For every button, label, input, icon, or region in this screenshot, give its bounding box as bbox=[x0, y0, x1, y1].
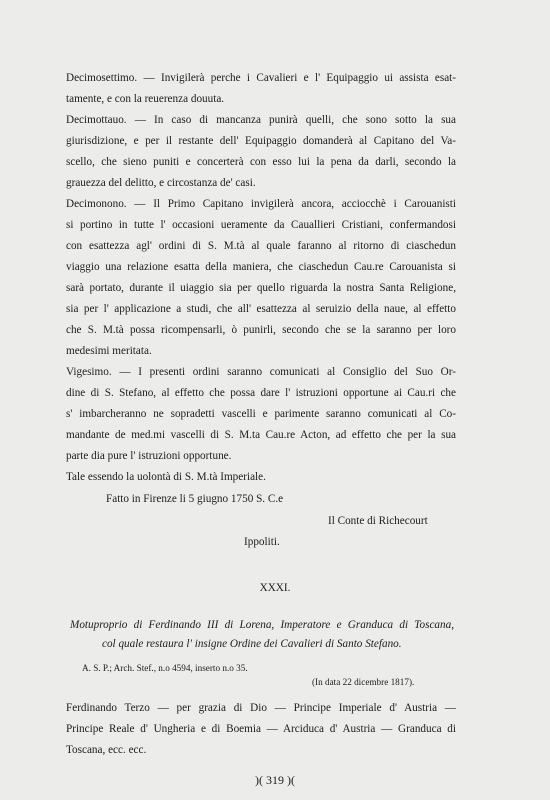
text-line: Ferdinando Terzo — per grazia di Dio — Principe Imperiale d' Austria — bbox=[66, 702, 456, 714]
text-line: scello, che sieno puniti e concerterà con esso lui la pena da darli, secondo la bbox=[66, 156, 456, 168]
text-line: Decimonono. — Il Primo Capitano invigilerà ancora, acciocchè i Carouanisti bbox=[66, 198, 456, 210]
text-line: mandante de med.mi vascelli di S. M.ta Cau.re Acton, ad effetto che per la sua bbox=[66, 429, 456, 441]
text-line: sia per l' applicazione a studi, che all' esattezza al seruizio della naue, al effetto bbox=[66, 303, 456, 315]
text-line: giurisdizione, e per il restante dell' Equipaggio domanderà al Capitano del Va- bbox=[66, 135, 456, 147]
date-line: Fatto in Firenze li 5 giugno 1750 S. C.e bbox=[106, 493, 284, 505]
text-line: Vigesimo. — I presenti ordini saranno comunicati al Consiglio del Suo Or- bbox=[66, 366, 456, 378]
text-line: parte dia pure l' istruzioni opportune. bbox=[66, 450, 232, 462]
text-line: che S. M.tà possa ricompensarli, ò punirli, secondo che se la saranno per loro bbox=[66, 324, 456, 336]
signature-richecourt: Il Conte di Richecourt bbox=[328, 515, 428, 527]
text-line: con esattezza agl' ordini di S. M.tà al quale faranno al ritorno di ciaschedun bbox=[66, 240, 456, 252]
text-line: tamente, e con la reuerenza douuta. bbox=[66, 93, 225, 105]
text-line: Toscana, ecc. ecc. bbox=[66, 744, 147, 756]
source-reference: A. S. P.; Arch. Stef., n.o 4594, inserto n.o 35. bbox=[82, 663, 248, 673]
section-number: XXXI. bbox=[259, 582, 291, 594]
text-line: si portino in tutte l' occasioni ueramente da Cauallieri Cristiani, confermandosi bbox=[66, 219, 456, 231]
text-line: dine di S. Stefano, al effetto che possa dare l' istruzioni opportune ai Cau.ri che bbox=[66, 387, 456, 399]
text-line: sarà portato, durante il uiaggio sia per quello riguarda la nostra Santa Religione, bbox=[66, 282, 456, 294]
text-line: grauezza del delitto, e circostanza de' casi. bbox=[66, 177, 256, 189]
text-line: Tale essendo la uolontà di S. M.tà Imperiale. bbox=[66, 471, 266, 483]
text-line: medesimi meritata. bbox=[66, 345, 152, 357]
document-title-line: col quale restaura l' insigne Ordine dei Cavalieri di Santo Stefano. bbox=[102, 638, 402, 650]
source-date: (In data 22 dicembre 1817). bbox=[312, 677, 415, 687]
text-line: s' imbarcheranno ne sopradetti vascelli e parimente saranno comunicati al Co- bbox=[66, 408, 456, 420]
text-line: Decimosettimo. — Invigilerà perche i Cavalieri e l' Equipaggio ui assista esat- bbox=[66, 72, 456, 84]
text-line: Decimottauo. — In caso di mancanza punirà quelli, che sono sotto la sua bbox=[66, 114, 456, 126]
text-line: viaggio una relazione esatta della maniera, che ciaschedun Cau.re Carouanista si bbox=[66, 261, 456, 273]
text-line: Principe Reale d' Ungheria e di Boemia — Arciduca d' Austria — Granduca di bbox=[66, 723, 456, 735]
document-title-line: Motuproprio di Ferdinando III di Lorena, Imperatore e Granduca di Toscana, bbox=[70, 619, 454, 631]
signature-ippoliti: Ippoliti. bbox=[244, 536, 280, 548]
page-number: )( 319 )( bbox=[255, 773, 295, 787]
